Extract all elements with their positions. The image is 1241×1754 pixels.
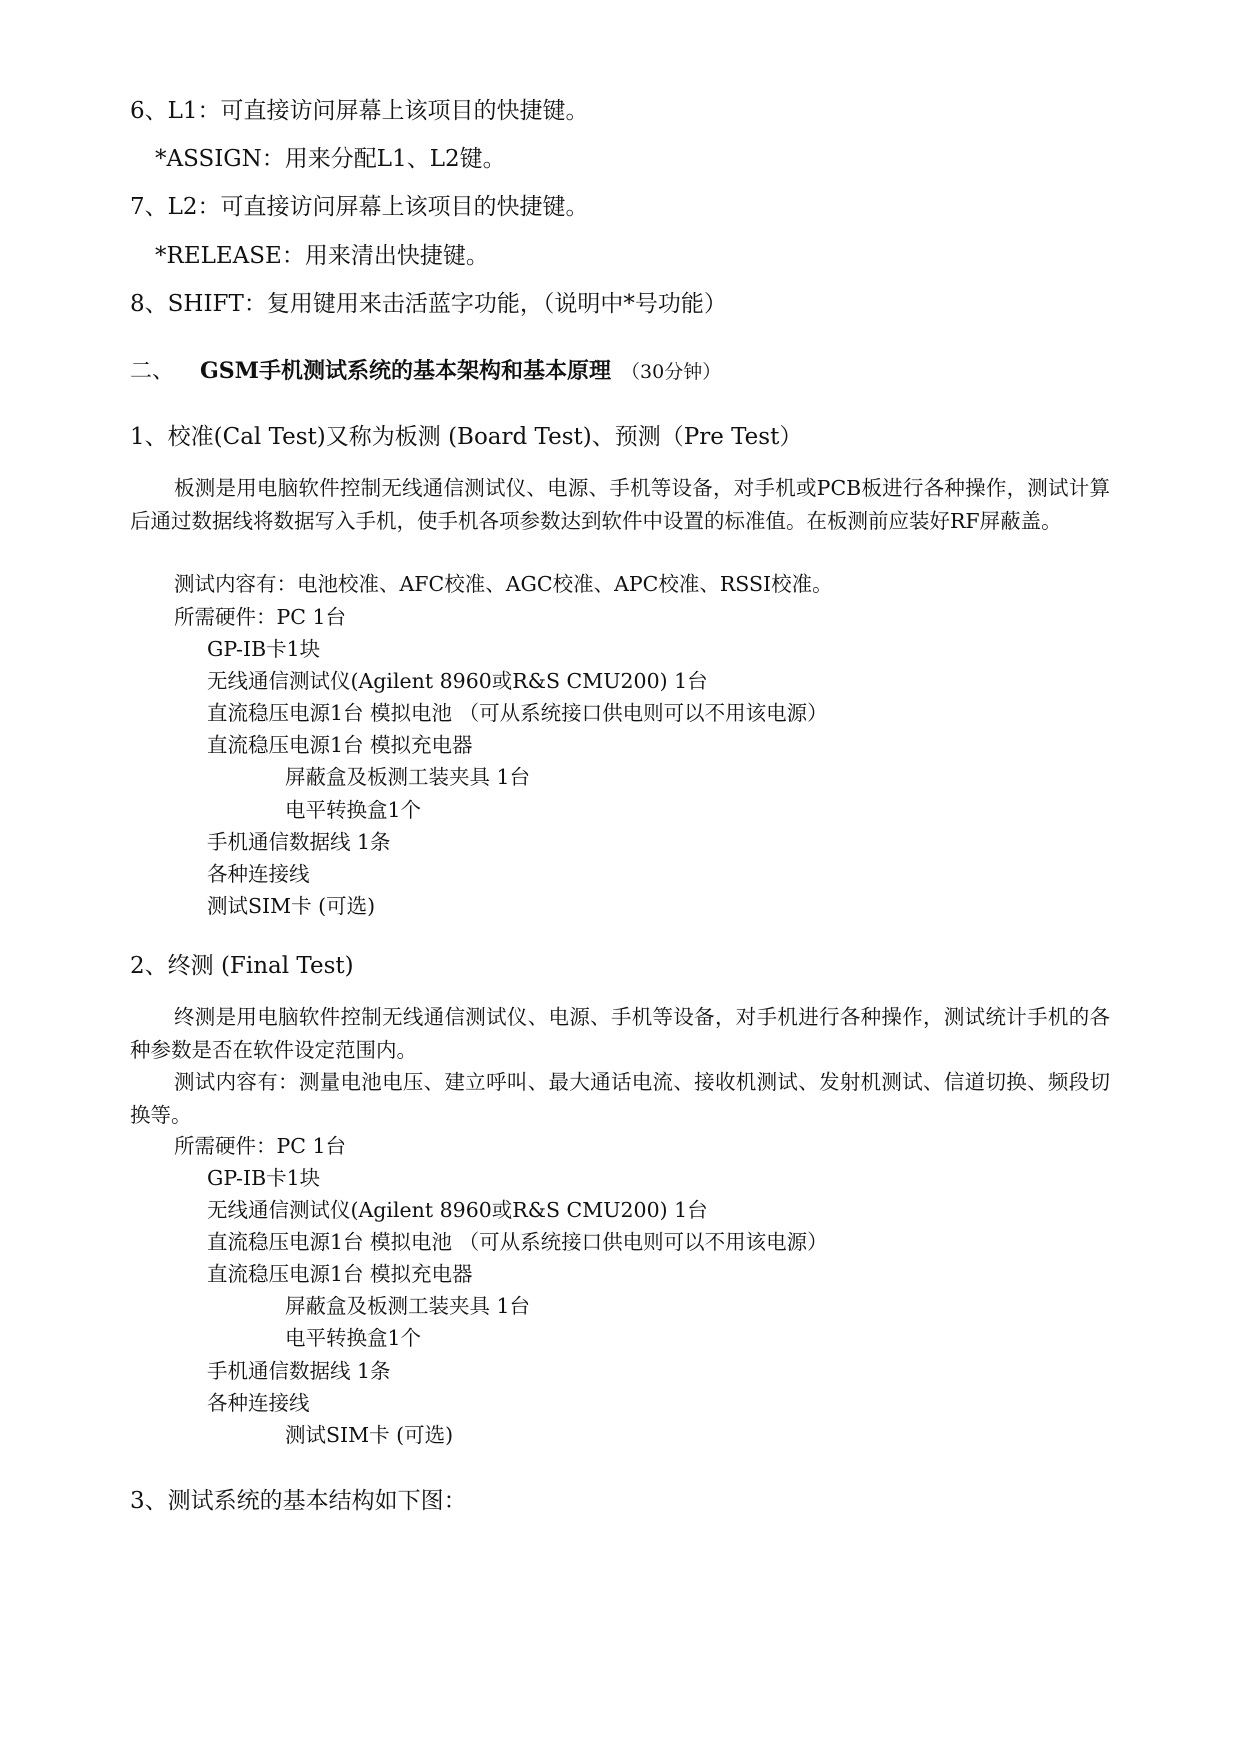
cal-hw-shield-box: 屏蔽盒及板测工装夹具 1台 [285,765,531,789]
cal-hw-cables: 各种连接线 [207,862,310,886]
key-item-release: *RELEASE：用来清出快捷键。 [155,243,489,269]
final-hw-tester: 无线通信测试仪(Agilent 8960或R&S CMU200) 1台 [207,1198,708,1222]
section-duration: （30分钟） [621,361,722,383]
final-hw-sim: 测试SIM卡 (可选) [285,1423,454,1447]
cal-test-hardware-label: 所需硬件：PC 1台 [174,605,347,629]
cal-hw-power-charger: 直流稳压电源1台 模拟充电器 [207,733,473,757]
cal-hw-tester: 无线通信测试仪(Agilent 8960或R&S CMU200) 1台 [207,669,708,693]
key-item-shift: 8、SHIFT：复用键用来击活蓝字功能，（说明中*号功能） [130,291,727,317]
final-test-heading: 2、终测 (Final Test) [130,953,354,979]
final-hw-power-charger: 直流稳压电源1台 模拟充电器 [207,1262,473,1286]
cal-test-contents: 测试内容有：电池校准、AFC校准、AGC校准、APC校准、RSSI校准。 [174,572,833,596]
cal-test-heading: 1、校准(Cal Test)又称为板测 (Board Test)、预测（Pre Test） [130,424,803,450]
cal-hw-gpib: GP-IB卡1块 [207,637,321,661]
cal-hw-level-box: 电平转换盒1个 [285,798,422,822]
cal-hw-sim: 测试SIM卡 (可选) [207,894,376,918]
key-item-l1: 6、L1：可直接访问屏幕上该项目的快捷键。 [130,98,589,124]
structure-heading: 3、测试系统的基本结构如下图： [130,1488,467,1514]
final-hw-data-cable: 手机通信数据线 1条 [207,1359,391,1383]
final-test-hardware-label: 所需硬件：PC 1台 [174,1134,347,1158]
cal-hw-data-cable: 手机通信数据线 1条 [207,830,391,854]
cal-test-description: 板测是用电脑软件控制无线通信测试仪、电源、手机等设备，对手机或PCB板进行各种操作，测试计算后通过数据线将数据写入手机，使手机各项参数达到软件中设置的标准值。在板测前应装好RF屏蔽盖。 [130,476,1110,533]
final-test-contents: 测试内容有：测量电池电压、建立呼叫、最大通话电流、接收机测试、发射机测试、信道切换、频段切换等。 [130,1070,1110,1127]
final-hw-level-box: 电平转换盒1个 [285,1326,422,1350]
final-hw-cables: 各种连接线 [207,1391,310,1415]
cal-hw-power-battery: 直流稳压电源1台 模拟电池 （可从系统接口供电则可以不用该电源） [207,701,828,725]
final-hw-power-battery: 直流稳压电源1台 模拟电池 （可从系统接口供电则可以不用该电源） [207,1230,828,1254]
section-number: 二、 [130,359,175,384]
final-hw-gpib: GP-IB卡1块 [207,1166,321,1190]
key-item-assign: *ASSIGN：用来分配L1、L2键。 [155,146,506,172]
section-title: GSM手机测试系统的基本架构和基本原理 [200,358,612,384]
section-heading [130,356,721,387]
final-hw-shield-box: 屏蔽盒及板测工装夹具 1台 [285,1294,531,1318]
key-item-l2: 7、L2：可直接访问屏幕上该项目的快捷键。 [130,194,589,220]
final-test-description: 终测是用电脑软件控制无线通信测试仪、电源、手机等设备，对手机进行各种操作，测试统计手机的各种参数是否在软件设定范围内。 [130,1005,1110,1062]
